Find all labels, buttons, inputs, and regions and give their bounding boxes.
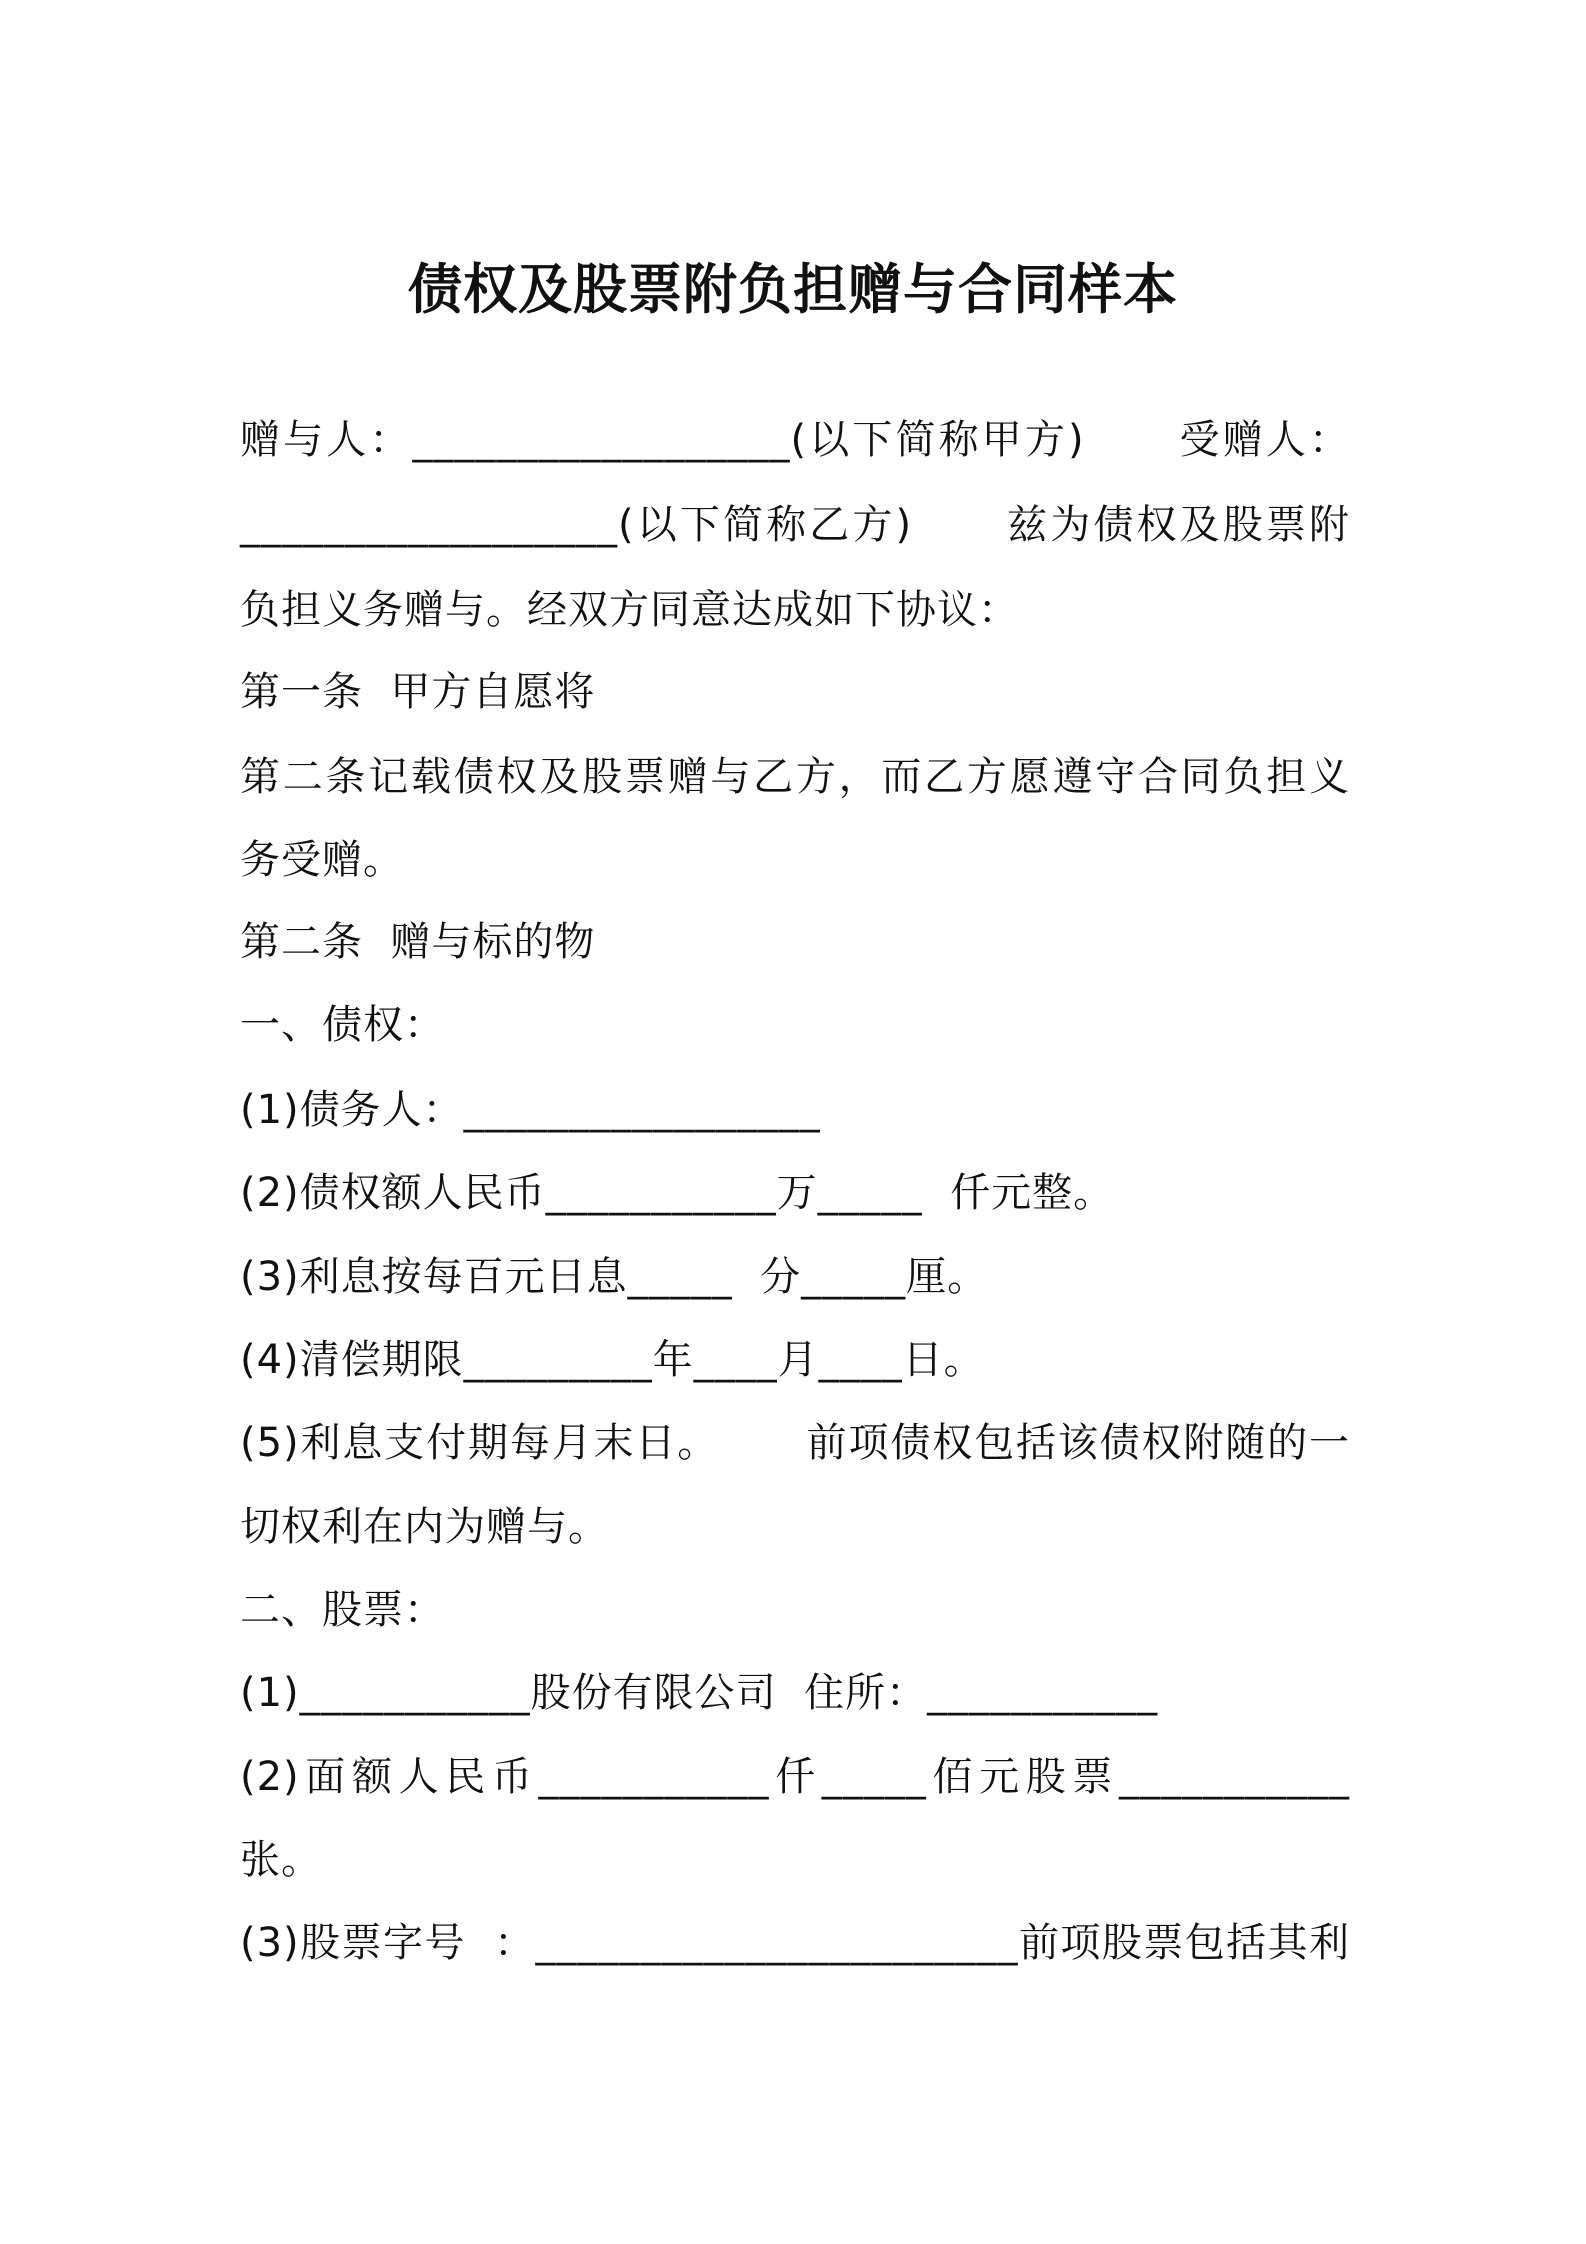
stock-item-2: (2)面额人民币___________仟_____佰元股票___________ — [240, 1754, 1350, 1800]
article-2-heading: 第二条 赠与标的物 — [240, 919, 596, 965]
debt-item-3: (3)利息按每百元日息_____ 分_____厘。 — [240, 1254, 989, 1300]
paragraph-line-1: 赠与人：__________________(以下简称甲方) 受赠人： — [240, 417, 1350, 463]
debt-item-4: (4)清偿期限_________年____月____日。 — [240, 1337, 985, 1383]
stock-item-1: (1)___________股份有限公司 住所：___________ — [240, 1670, 1159, 1716]
article-1-heading: 第一条 甲方自愿将 — [240, 669, 596, 715]
paragraph-line-3: 负担义务赠与。经双方同意达成如下协议： — [240, 587, 1019, 633]
paragraph-line-14: 切权利在内为赠与。 — [240, 1504, 609, 1550]
paragraph-line-5: 第二条记载债权及股票赠与乙方，而乙方愿遵守合同负担义 — [240, 754, 1350, 800]
paragraph-line-6: 务受赠。 — [240, 837, 404, 883]
section-stock-heading: 二、股票： — [240, 1587, 445, 1633]
debt-item-5: (5)利息支付期每月末日。 前项债权包括该债权附随的一 — [240, 1420, 1350, 1466]
debt-item-1: (1)债务人：_________________ — [240, 1087, 821, 1133]
document-title: 债权及股票附负担赠与合同样本 — [408, 258, 1178, 321]
paragraph-line-18: 张。 — [240, 1837, 322, 1883]
stock-item-3: (3)股票字号 ：_______________________前项股票包括其利 — [240, 1920, 1350, 1966]
section-debt-heading: 一、债权： — [240, 1002, 445, 1048]
debt-item-2: (2)债权额人民币___________万_____ 仟元整。 — [240, 1170, 1115, 1216]
paragraph-line-2: __________________(以下简称乙方) 兹为债权及股票附 — [240, 502, 1350, 548]
